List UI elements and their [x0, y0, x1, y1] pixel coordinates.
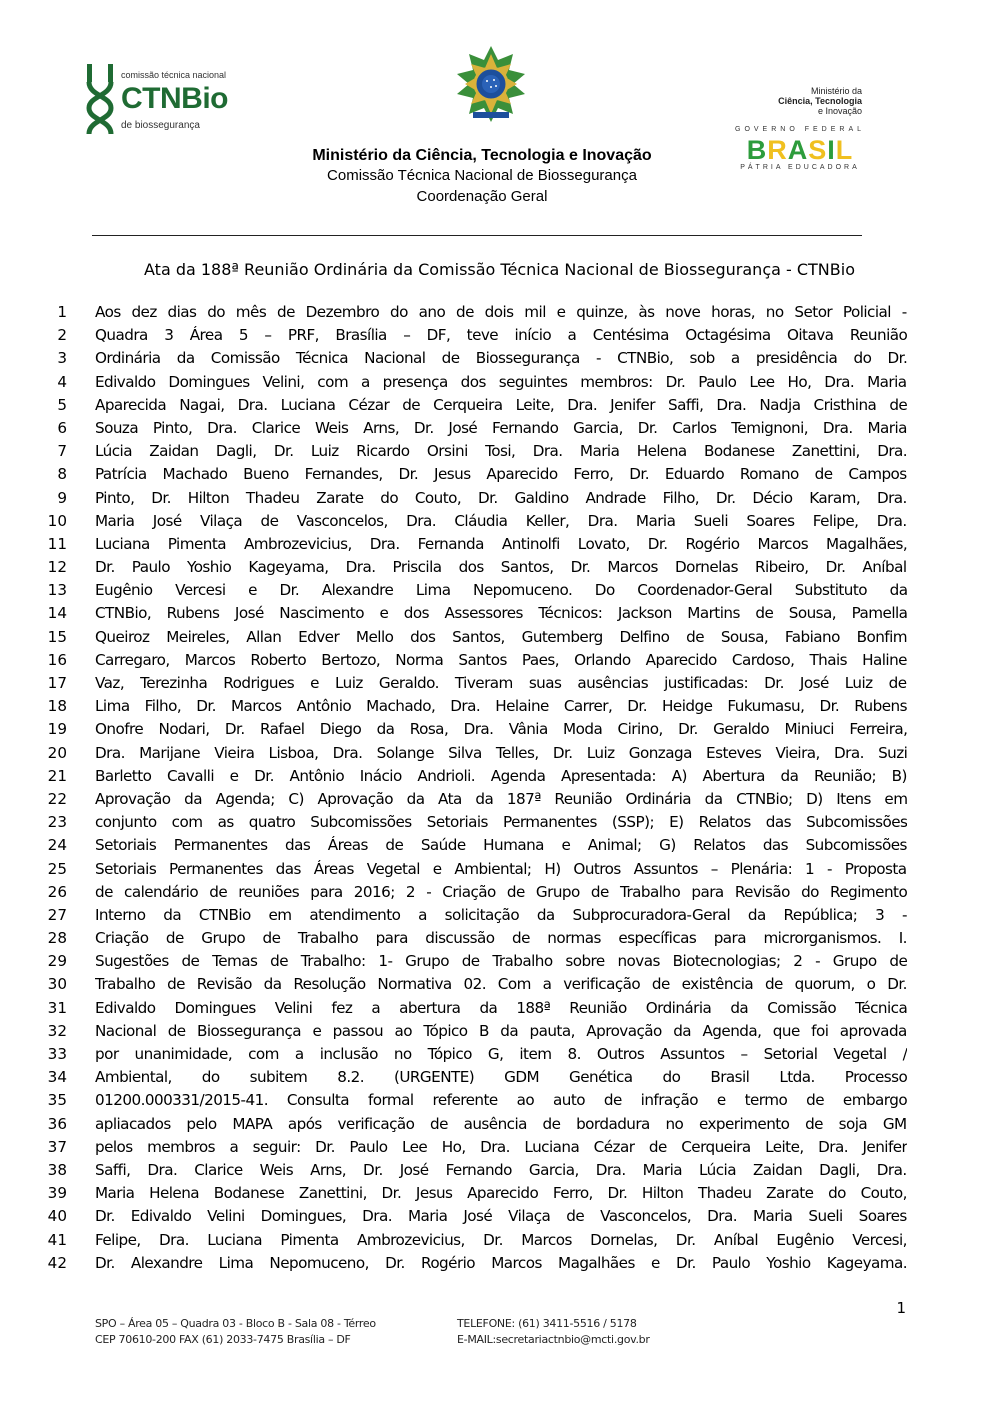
ministry-badge-line3: e Inovação	[817, 106, 862, 116]
footer-address	[95, 1316, 425, 1348]
line-text: Souza Pinto, Dra. Clarice Weis Arns, Dr. José Fernando Garcia, Dr. Carlos Temignoni, Dra. Maria	[95, 418, 907, 437]
document-line	[40, 1043, 910, 1066]
line-text: Dr. Paulo Yoshio Kageyama, Dra. Priscila dos Santos, Dr. Marcos Dornelas Ribeiro, Dr. Aníbal	[95, 558, 907, 577]
document-line	[40, 371, 910, 394]
line-text: Barletto Cavalli e Dr. Antônio Inácio Andrioli. Agenda Apresentada: A) Abertura da Reunião; B)	[95, 766, 907, 785]
document-line	[40, 881, 910, 904]
line-number: 15	[47, 627, 67, 646]
line-text: por unanimidade, com a inclusão no Tópico G, item 8. Outros Assuntos – Setorial Vegetal /	[95, 1045, 907, 1063]
line-number: 41	[47, 1230, 67, 1249]
line-number: 17	[47, 674, 67, 692]
document-line	[40, 858, 910, 881]
line-number: 36	[47, 1114, 67, 1133]
ministry-badge	[760, 86, 862, 116]
document-line	[40, 1252, 910, 1275]
line-number: 29	[47, 952, 67, 971]
document-line	[40, 742, 910, 765]
line-number: 30	[47, 975, 67, 994]
ministry-badge-line2: Ciência, Tecnologia	[778, 96, 862, 106]
ctnbio-logo-bottom-text: de biossegurança	[121, 120, 200, 131]
document-line	[40, 1113, 910, 1136]
line-number: 35	[47, 1091, 67, 1110]
document-line	[40, 904, 910, 927]
document-line	[40, 1089, 910, 1112]
line-number: 34	[47, 1068, 67, 1087]
document-line	[40, 556, 910, 579]
line-number: 21	[47, 766, 67, 785]
document-line	[40, 649, 910, 672]
gov-logo-name: BRASIL	[746, 135, 854, 165]
document-line	[40, 927, 910, 950]
line-text: Patrícia Machado Bueno Fernandes, Dr. Jesus Aparecido Ferro, Dr. Eduardo Romano de Campos	[95, 465, 907, 484]
ctnbio-logo-top-text: comissão técnica nacional	[121, 70, 227, 80]
line-number: 14	[47, 604, 67, 623]
document-line	[40, 301, 910, 324]
line-text: apliacados pelo MAPA após verificação de ausência de bordadura no experimento de soja GM	[95, 1114, 907, 1133]
document-line	[40, 487, 910, 510]
gov-logo-bottom: PÁTRIA EDUCADORA	[740, 164, 860, 171]
document-line	[40, 811, 910, 834]
line-text: Carregaro, Marcos Roberto Bertozo, Norma Santos Paes, Orlando Aparecido Cardoso, Thais Haline	[95, 650, 907, 669]
line-text: Nacional de Biossegurança e passou ao Tópico B da pauta, Aprovação da Agenda, que foi aprovada	[95, 1021, 907, 1040]
document-line	[40, 1182, 910, 1205]
line-text: Maria José Vilaça de Vasconcelos, Dra. Cláudia Keller, Dra. Maria Sueli Soares Felipe, Dra.	[95, 511, 907, 530]
document-line	[40, 510, 910, 533]
org-commission: Comissão Técnica Nacional de Biossegurança	[327, 167, 637, 184]
line-number: 31	[47, 998, 67, 1017]
document-line	[40, 672, 910, 695]
line-number: 42	[47, 1253, 67, 1272]
footer-phone: TELEFONE: (61) 3411-5516 / 5178	[457, 1317, 637, 1330]
line-number: 23	[47, 813, 67, 832]
org-ministry: Ministério da Ciência, Tecnologia e Inovação	[312, 147, 652, 164]
document-line	[40, 788, 910, 811]
line-number: 28	[47, 929, 67, 948]
org-coordination: Coordenação Geral	[416, 188, 548, 205]
document-line	[40, 997, 910, 1020]
document-line	[40, 1205, 910, 1228]
line-text: Saffi, Dra. Clarice Weis Arns, Dr. José Fernando Garcia, Dra. Maria Lúcia Zaidan Dagli, Dra.	[95, 1160, 907, 1179]
line-number: 4	[57, 372, 67, 391]
document-line	[40, 1159, 910, 1182]
organization-heading	[280, 146, 684, 207]
document-line	[40, 1066, 910, 1089]
line-number: 22	[47, 789, 67, 808]
line-number: 12	[47, 558, 67, 577]
line-number: 18	[47, 697, 67, 716]
document-line	[40, 1136, 910, 1159]
document-line	[40, 1020, 910, 1043]
document-line	[40, 718, 910, 741]
line-number: 3	[57, 349, 67, 368]
line-text: Setoriais Permanentes das Áreas Vegetal e Ambiental; H) Outros Assuntos – Plenária: 1 - Proposta	[95, 859, 907, 878]
ctnbio-logo-name: CTNBio	[121, 82, 228, 115]
document-line	[40, 347, 910, 370]
line-number: 16	[47, 650, 67, 669]
line-text: Sugestões de Temas de Trabalho: 1- Grupo de Trabalho sobre novas Biotecnologias; 2 - Grupo de	[95, 952, 907, 971]
document-body	[40, 301, 910, 1275]
line-number: 10	[47, 511, 67, 530]
line-number: 6	[57, 418, 67, 437]
document-line	[40, 417, 910, 440]
ctnbio-logo	[83, 62, 243, 140]
document-line	[40, 324, 910, 347]
page-number: 1	[896, 1299, 906, 1317]
ctnbio-dna-icon	[83, 62, 117, 140]
line-number: 7	[57, 442, 67, 461]
line-text: Queiroz Meireles, Allan Edver Mello dos Santos, Gutemberg Delfino de Sousa, Fabiano Bonfim	[95, 627, 907, 646]
document-line	[40, 394, 910, 417]
coat-of-arms	[451, 44, 531, 124]
line-text: Eugênio Vercesi e Dr. Alexandre Lima Nepomuceno. Do Coordenador-Geral Substituto da	[95, 581, 907, 600]
ministry-badge-line1: Ministério da	[810, 86, 862, 96]
line-number: 1	[57, 303, 67, 321]
line-number: 27	[47, 905, 67, 924]
line-text: Ambiental, do subitem 8.2. (URGENTE) GDM Genética do Brasil Ltda. Processo	[95, 1068, 907, 1087]
line-text: Luciana Pimenta Ambrozevicius, Dra. Fernanda Antinolfi Lovato, Dr. Rogério Marcos Magalhães,	[95, 534, 907, 553]
line-number: 11	[47, 534, 67, 553]
line-number: 8	[57, 465, 67, 484]
line-text: pelos membros a seguir: Dr. Paulo Lee Ho, Dra. Luciana Cézar de Cerqueira Leite, Dra. Jenifer	[95, 1137, 907, 1156]
line-text: 01200.000331/2015-41. Consulta formal referente ao auto de infração e termo de embargo	[95, 1091, 907, 1110]
coat-of-arms-icon	[451, 44, 531, 124]
line-number: 37	[47, 1137, 67, 1156]
gov-logo-top: GOVERNO FEDERAL	[735, 126, 866, 133]
line-text: CTNBio, Rubens José Nascimento e dos Assessores Técnicos: Jackson Martins de Sousa, Pamella	[95, 604, 907, 623]
line-number: 25	[47, 859, 67, 878]
line-text: Trabalho de Revisão da Resolução Normativa 02. Com a verificação de existência de quorum, o Dr.	[95, 975, 907, 994]
document-line	[40, 533, 910, 556]
line-text: Aos dez dias do mês de Dezembro do ano de dois mil e quinze, às nove horas, no Setor Policial -	[95, 303, 907, 321]
line-text: Edivaldo Domingues Velini, com a presença dos seguintes membros: Dr. Paulo Lee Ho, Dra. Maria	[95, 372, 907, 391]
footer-address-line2: CEP 70610-200 FAX (61) 2033-7475 Brasília – DF	[95, 1333, 351, 1346]
document-line	[40, 1229, 910, 1252]
line-number: 2	[57, 326, 67, 345]
line-text: Maria Helena Bodanese Zanettini, Dr. Jesus Aparecido Ferro, Dr. Hilton Thadeu Zarate do Couto,	[95, 1184, 907, 1203]
document-line	[40, 765, 910, 788]
line-text: Quadra 3 Área 5 – PRF, Brasília – DF, teve início a Centésima Octagésima Oitava Reunião	[95, 326, 907, 345]
document-line	[40, 834, 910, 857]
line-number: 13	[47, 581, 67, 600]
footer-email: E-MAIL:secretariactnbio@mcti.gov.br	[457, 1333, 650, 1346]
footer-address-line1: SPO – Área 05 – Quadra 03 - Bloco B - Sala 08 - Térreo	[95, 1317, 376, 1330]
line-number: 39	[47, 1184, 67, 1203]
line-text: Dr. Alexandre Lima Nepomuceno, Dr. Rogério Marcos Magalhães e Dr. Paulo Yoshio Kageyama.	[95, 1253, 907, 1272]
line-text: Dra. Marijane Vieira Lisboa, Dra. Solange Silva Telles, Dr. Luiz Gonzaga Esteves Vieira, Dra. Suzi	[95, 743, 907, 762]
line-number: 32	[47, 1021, 67, 1040]
line-number: 19	[47, 720, 67, 739]
line-text: Edivaldo Domingues Velini fez a abertura da 188ª Reunião Ordinária da Comissão Técnica	[95, 998, 907, 1017]
document-line	[40, 950, 910, 973]
line-number: 26	[47, 882, 67, 901]
line-number: 20	[47, 743, 67, 762]
header-divider	[92, 235, 862, 236]
line-text: Pinto, Dr. Hilton Thadeu Zarate do Couto, Dr. Galdino Andrade Filho, Dr. Décio Karam, Dra.	[95, 488, 907, 507]
line-number: 33	[47, 1045, 67, 1063]
line-text: Aparecida Nagai, Dra. Luciana Cézar de Cerqueira Leite, Dra. Jenifer Saffi, Dra. Nadja Cristhina de	[95, 395, 907, 414]
document-line	[40, 695, 910, 718]
line-text: Lima Filho, Dr. Marcos Antônio Machado, Dra. Helaine Carrer, Dr. Heidge Fukumasu, Dr. Rubens	[95, 697, 907, 716]
line-text: Aprovação da Agenda; C) Aprovação da Ata da 187ª Reunião Ordinária da CTNBio; D) Itens em	[95, 789, 907, 808]
line-text: Felipe, Dra. Luciana Pimenta Ambrozevicius, Dr. Marcos Dornelas, Dr. Aníbal Eugênio Vercesi,	[95, 1230, 907, 1249]
line-number: 24	[47, 836, 67, 855]
document-line	[40, 973, 910, 996]
line-text: Onofre Nodari, Dr. Rafael Diego da Rosa, Dra. Vânia Moda Cirino, Dr. Geraldo Miniuci Ferreira,	[95, 720, 907, 739]
line-text: de calendário de reuniões para 2016; 2 - Criação de Grupo de Trabalho para Revisão do Regimento	[95, 882, 907, 901]
line-text: Vaz, Terezinha Rodrigues e Luiz Geraldo. Tiveram suas ausências justificadas: Dr. José Luiz de	[95, 674, 907, 692]
line-text: Dr. Edivaldo Velini Domingues, Dra. Maria José Vilaça de Vasconcelos, Dra. Maria Sueli Soares	[95, 1207, 907, 1226]
line-text: Interno da CTNBio em atendimento a solicitação da Subprocuradora-Geral da República; 3 -	[95, 905, 907, 924]
document-line	[40, 440, 910, 463]
document-line	[40, 602, 910, 625]
governo-federal-logo	[735, 126, 865, 172]
line-text: Lúcia Zaidan Dagli, Dr. Luiz Ricardo Orsini Tosi, Dra. Maria Helena Bodanese Zanettini, Dra.	[95, 442, 907, 461]
document-line	[40, 463, 910, 486]
document-line	[40, 626, 910, 649]
line-text: Setoriais Permanentes das Áreas de Saúde Humana e Animal; G) Relatos das Subcomissões	[95, 836, 907, 855]
line-number: 38	[47, 1160, 67, 1179]
line-text: conjunto com as quatro Subcomissões Setoriais Permanentes (SSP); E) Relatos das Subcomissões	[95, 813, 907, 832]
line-number: 5	[57, 395, 67, 414]
document-line	[40, 579, 910, 602]
line-number: 40	[47, 1207, 67, 1226]
document-title: Ata da 188ª Reunião Ordinária da Comissão Técnica Nacional de Biossegurança - CTNBio	[144, 260, 855, 279]
line-text: Criação de Grupo de Trabalho para discussão de normas específicas para microrganismos. I.	[95, 929, 907, 948]
line-number: 9	[57, 488, 67, 507]
footer-contact	[457, 1316, 777, 1348]
line-text: Ordinária da Comissão Técnica Nacional de Biossegurança - CTNBio, sob a presidência do Dr.	[95, 349, 907, 368]
